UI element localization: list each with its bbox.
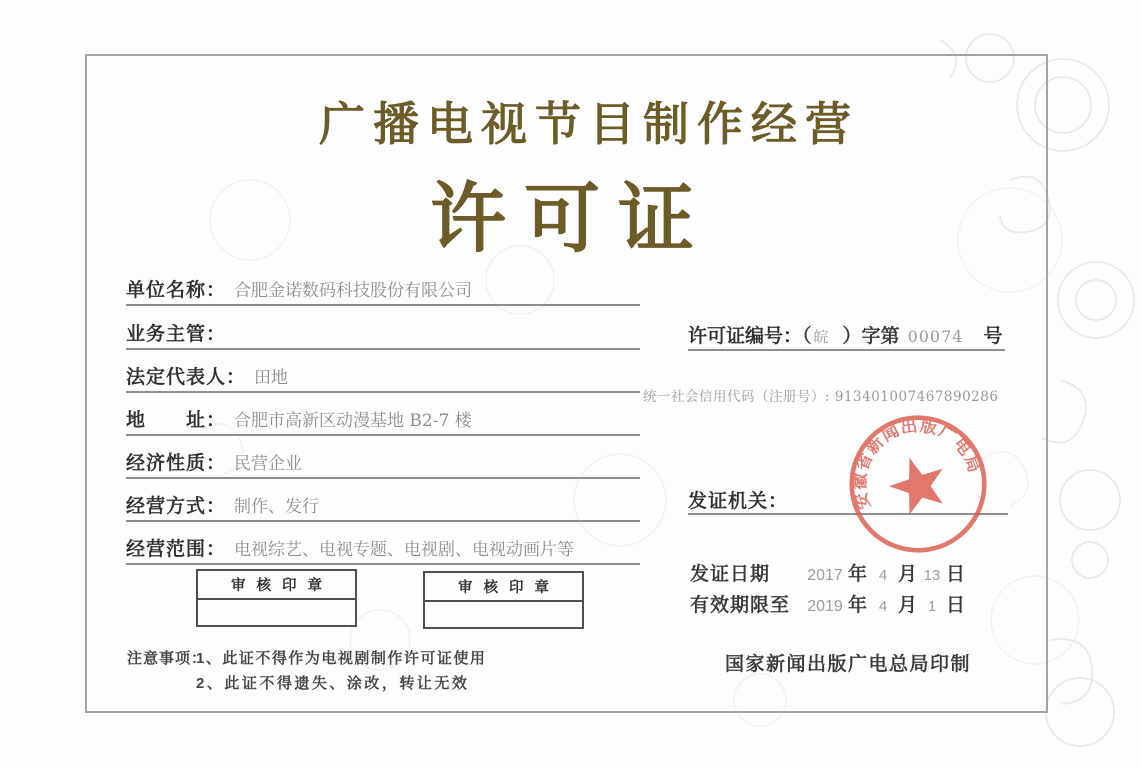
license-number-value: 00074 — [907, 327, 964, 346]
certificate-title-line1: 广播电视节目制作经营 — [319, 98, 859, 150]
review-seal-box-1-label: 审核印章 — [198, 571, 355, 600]
issue-date-year-unit: 年 — [848, 564, 868, 585]
issue-date-day: 13 — [923, 567, 941, 584]
issue-date-day-unit: 日 — [946, 564, 966, 585]
license-number-paren-close: ）字第 — [842, 326, 900, 347]
note-item-1: 1、此证不得作为电视剧制作许可证使用 — [196, 650, 487, 667]
valid-until-row — [690, 590, 966, 616]
review-seal-box-2-label: 审核印章 — [425, 573, 582, 602]
license-number-unit: 号 — [983, 326, 1003, 347]
issuing-authority-label: 发证机关： — [688, 491, 789, 512]
review-seal-box-1 — [196, 569, 357, 627]
notes-label: 注意事项： — [127, 650, 208, 667]
valid-until-month-unit: 月 — [898, 595, 918, 616]
field-row-business-supervisor — [126, 319, 640, 350]
field-label-unit-name: 单位名称： — [126, 280, 227, 301]
valid-until-year: 2019 — [807, 598, 843, 615]
valid-until-day-unit: 日 — [946, 595, 966, 616]
issue-date-month: 4 — [878, 567, 888, 584]
official-seal-stamp — [838, 404, 998, 564]
license-number-paren-open: （ — [802, 326, 812, 347]
field-value-legal-representative: 田地 — [254, 368, 289, 388]
field-label-business-scope: 经营范围： — [126, 539, 227, 560]
field-label-business-supervisor: 业务主管： — [126, 324, 227, 345]
certificate-title-line2: 许可证 — [430, 177, 712, 262]
field-row-unit-name — [126, 275, 640, 306]
field-value-unit-name: 合肥金诺数码科技股份有限公司 — [234, 281, 473, 301]
license-number-region: 皖 — [813, 328, 829, 346]
field-row-business-scope — [126, 534, 640, 565]
printing-organization: 国家新闻出版广电总局印制 — [724, 654, 971, 675]
field-row-economic-nature — [126, 448, 640, 479]
valid-until-label: 有效期限至 — [690, 595, 791, 616]
license-number-row — [688, 321, 1005, 351]
credit-code-line: 统一社会信用代码（注册号）: 913401007467890286 — [643, 389, 999, 405]
field-label-economic-nature: 经济性质： — [126, 453, 227, 474]
note-item-2: 2、此证不得遗失、涂改，转让无效 — [196, 675, 470, 692]
field-value-business-scope: 电视综艺、电视专题、电视剧、电视动画片等 — [234, 540, 575, 560]
field-row-legal-representative — [126, 362, 640, 393]
valid-until-day: 1 — [927, 598, 937, 615]
valid-until-month: 4 — [878, 598, 888, 615]
seal-star-icon — [883, 449, 953, 518]
field-label-address: 地 址： — [126, 410, 227, 431]
field-row-operation-mode — [126, 491, 640, 522]
field-label-legal-representative: 法定代表人： — [126, 367, 247, 388]
issue-date-year: 2017 — [807, 567, 843, 584]
field-label-operation-mode: 经营方式： — [126, 496, 227, 517]
field-value-address: 合肥市高新区动漫基地 B2-7 楼 — [234, 411, 472, 431]
review-seal-box-2 — [423, 571, 584, 629]
valid-until-year-unit: 年 — [848, 595, 868, 616]
field-row-address — [126, 405, 640, 436]
issue-date-row — [690, 559, 966, 585]
issue-date-label: 发证日期 — [690, 564, 771, 585]
seal-circular-text: 安徽省新闻出版广电局 — [850, 415, 985, 512]
field-value-economic-nature: 民营企业 — [234, 454, 303, 474]
license-number-label: 许可证编号： — [688, 326, 803, 347]
field-value-operation-mode: 制作、发行 — [234, 497, 320, 517]
issue-date-month-unit: 月 — [898, 564, 918, 585]
